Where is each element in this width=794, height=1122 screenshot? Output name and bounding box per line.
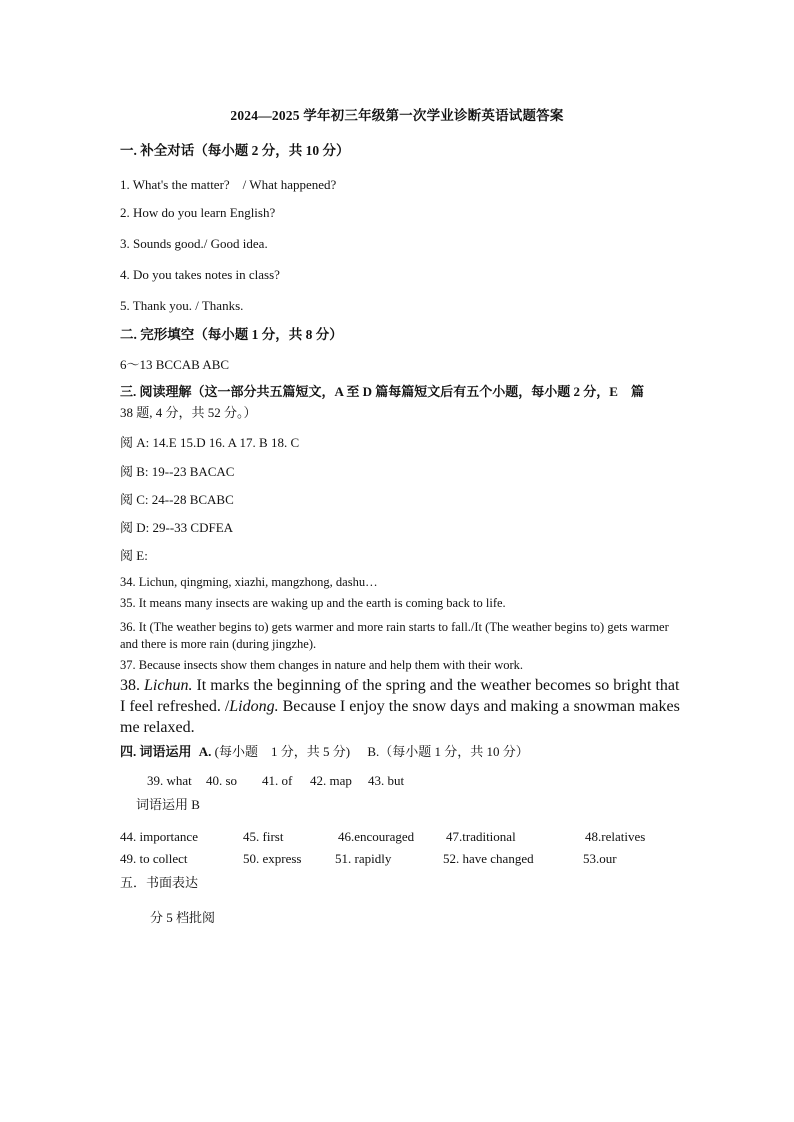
reading-a-answers: 阅 A: 14.E 15.D 16. A 17. B 18. C <box>120 435 300 450</box>
section2-heading: 二. 完形填空（每小题 1 分，共 8 分） <box>120 327 343 342</box>
section1-heading: 一. 补全对话（每小题 2 分，共 10 分） <box>120 143 350 158</box>
answer-43: 43. but <box>368 773 405 788</box>
answer-46: 46.encouraged <box>338 829 415 844</box>
reading-e-label: 阅 E: <box>120 548 148 563</box>
reading-b-answers: 阅 B: 19--23 BACAC <box>120 464 235 479</box>
answer-38-text-1: It marks the beginning of the spring and the weather becomes so bright that I feel refreshed. / <box>120 677 680 715</box>
answer-39: 39. what <box>147 773 192 788</box>
section4-part-a-scoring: (每小题 1 分，共 5 分) <box>214 744 351 759</box>
answer-47: 47.traditional <box>446 829 516 844</box>
answer-48: 48.relatives <box>585 829 646 844</box>
answer-53: 53.our <box>583 851 617 866</box>
answer-40: 40. so <box>206 773 238 788</box>
answer-49: 49. to collect <box>120 851 188 866</box>
section4-part-a-label: A. <box>198 744 212 759</box>
section1-answer-5: 5. Thank you. / Thanks. <box>120 298 244 313</box>
answer-44: 44. importance <box>120 829 198 844</box>
section4-heading <box>120 741 529 760</box>
answer-51: 51. rapidly <box>335 851 392 866</box>
answer-38-number: 38. <box>120 677 144 694</box>
answer-38 <box>120 675 680 738</box>
answer-41: 41. of <box>262 773 293 788</box>
section4-part-b-scoring: B.（每小题 1 分，共 10 分） <box>367 744 529 759</box>
reading-d-answers: 阅 D: 29--33 CDFEA <box>120 520 234 535</box>
section1-answer-1: 1. What's the matter? / What happened? <box>120 177 337 192</box>
section4-heading-cn: 四. 词语运用 <box>120 744 192 759</box>
answer-45: 45. first <box>243 829 284 844</box>
answer-52: 52. have changed <box>443 851 534 866</box>
section1-answer-2: 2. How do you learn English? <box>120 205 276 220</box>
section1-answer-3: 3. Sounds good./ Good idea. <box>120 236 268 251</box>
document-title: 2024—2025 学年初三年级第一次学业诊断英语试题答案 <box>230 108 564 123</box>
section3-heading-line1: 三. 阅读理解（这一部分共五篇短文，A 至 D 篇每篇短文后有五个小题，每小题 2 分，E 篇 <box>120 384 644 399</box>
answer-38-option-lidong: Lidong. <box>229 698 279 715</box>
section3-heading-line2: 38 题, 4 分，共 52 分。） <box>120 405 257 420</box>
section3-heading <box>120 381 644 400</box>
answer-38-option-lichun: Lichun. <box>144 677 193 694</box>
answer-36: 36. It (The weather begins to) gets warmer and more rain starts to fall./It (The weather begins to) gets warmer and there is more rain (during jingzhe). <box>120 620 669 651</box>
section5-note: 分 5 档批阅 <box>150 910 216 925</box>
part-b-label: 词语运用 B <box>136 797 200 812</box>
answer-50: 50. express <box>243 851 302 866</box>
section2-answer: 6～13 BCCAB ABC <box>120 357 230 372</box>
answer-38-text-2: Because I enjoy the snow days and making a snowman makes me relaxed. <box>120 698 680 736</box>
answer-35: 35. It means many insects are waking up and the earth is coming back to life. <box>120 596 506 610</box>
section5-heading: 五．书面表达 <box>120 875 199 890</box>
section1-answer-4: 4. Do you takes notes in class? <box>120 267 280 282</box>
answer-42: 42. map <box>310 773 352 788</box>
answer-37: 37. Because insects show them changes in nature and help them with their work. <box>120 658 524 672</box>
answer-34: 34. Lichun, qingming, xiazhi, mangzhong, dashu… <box>120 575 378 589</box>
reading-c-answers: 阅 C: 24--28 BCABC <box>120 492 234 507</box>
